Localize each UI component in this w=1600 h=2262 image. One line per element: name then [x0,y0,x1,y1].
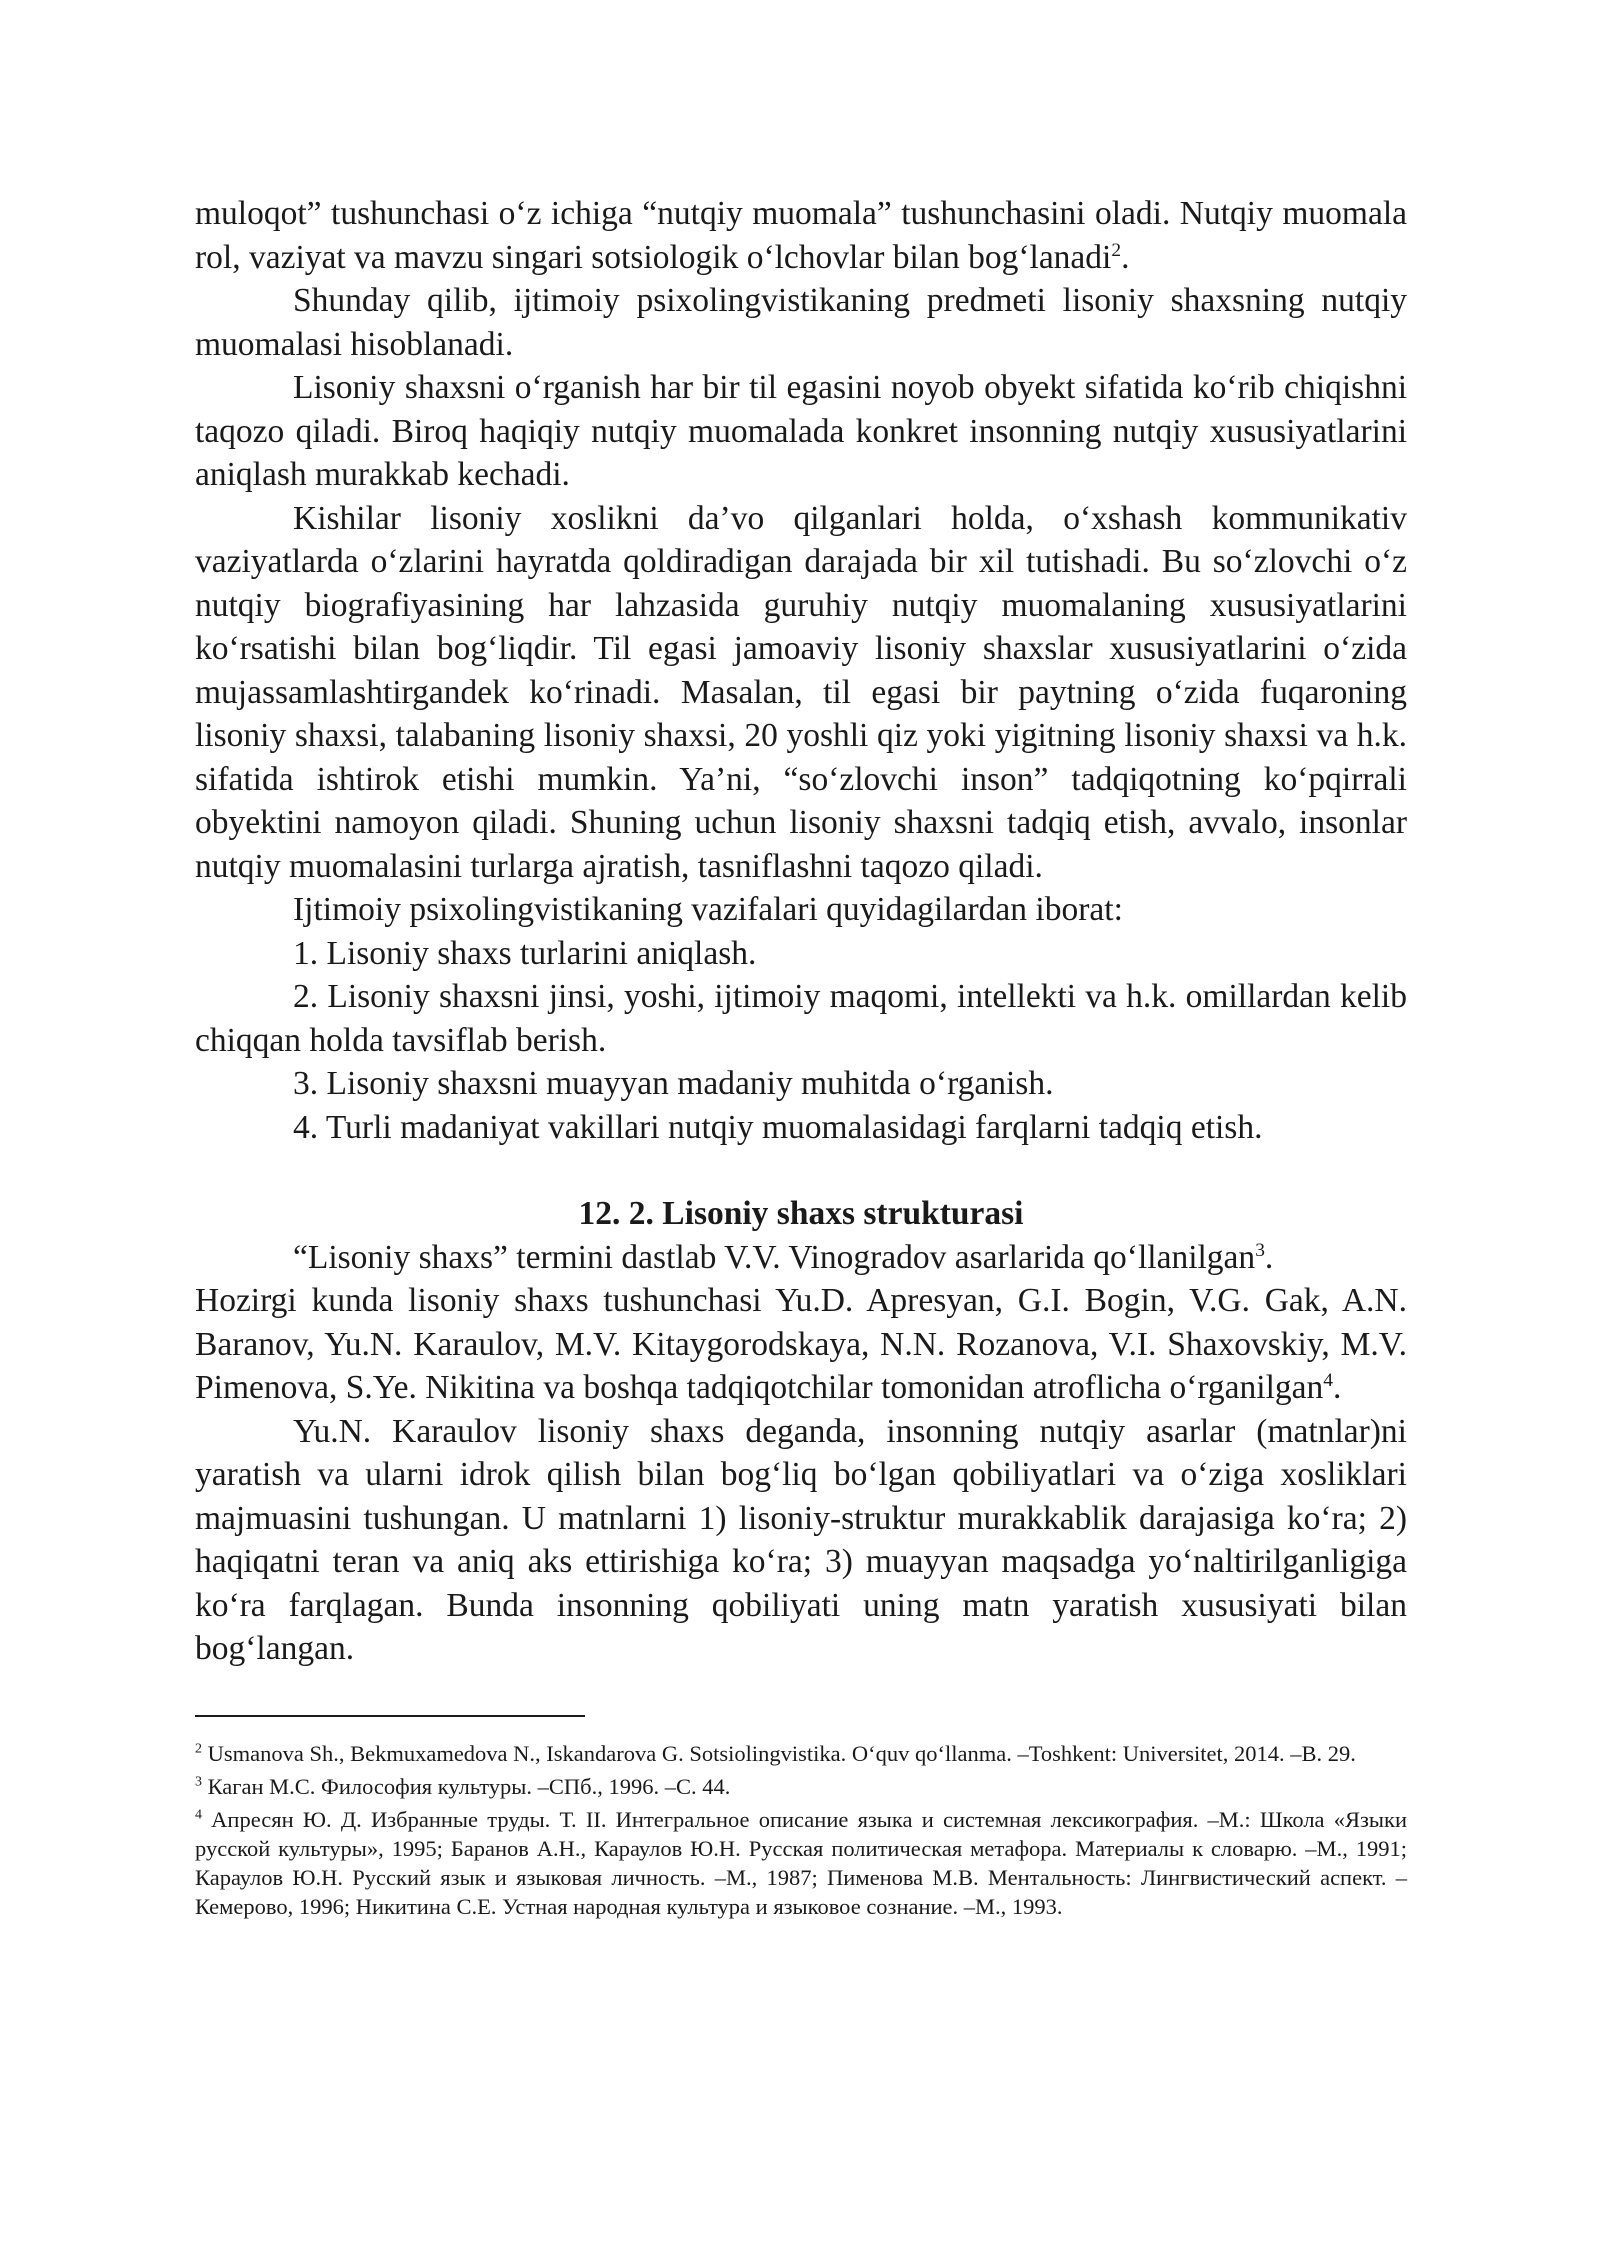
period: . [1121,238,1130,276]
list-item: 3. Lisoniy shaxsni muayyan madaniy muhitda o‘rganish. [293,1065,1054,1102]
paragraph-study: Lisoniy shaxsni o‘rganish har bir til egasini noyob obyekt sifatida ko‘rib chiqishni taqozo qiladi. Biroq haqiqiy nutqiy muomalada konkret insonning nutqiy xususiyatlarini aniqlash murakkab kechadi. [195,369,1407,493]
footnote-text: Апресян Ю. Д. Избранные труды. Т. II. Интегральное описание языка и системная лексикография. –М.: Школа «Языки русской культуры», 1995; Баранов А.Н., Караулов Ю.Н. Русская политическая метафора. Материалы к словарю. –М., 1991; Караулов Ю.Н. Русский язык и языковая личность. –М., 1987; Пименова М.В. Ментальность: Лингвистический аспект. –Кемерово, 1996; Никитина С.Е. Устная народная культура и языковое сознание. –М., 1993. [195,1806,1407,1919]
footnote-text: Usmanova Sh., Bekmuxamedova N., Iskandarova G. Sotsiolingvistika. O‘quv qo‘llanma. –Toshkent: Universitet, 2014. –B. 29. [201,1740,1356,1766]
footnotes [195,1739,1407,1921]
paragraph-people: Kishilar lisoniy xoslikni da’vo qilganlari holda, o‘xshash kommunikativ vaziyatlarda o‘zlarini hayratda qoldiradigan darajada bir xil tutishadi. Bu so‘zlovchi o‘z nutqiy biografiyasining har lahzasida guruhiy nutqiy muomalaning xususiyatlarini ko‘rsatishi bilan bog‘liqdir. Til egasi jamoaviy lisoniy shaxslar xususiyatlarini o‘zida mujassamlashtirgandek ko‘rinadi. Masalan, til egasi bir paytning o‘zida fuqaroning lisoniy shaxsi, talabaning lisoniy shaxsi, 20 yoshli qiz yoki yigitning lisoniy shaxsi va h.k. sifatida ishtirok etishi mumkin. Ya’ni, “so‘zlovchi inson” tadqiqotning ko‘pqirrali obyektini namoyon qiladi. Shuning uchun lisoniy shaxsni tadqiq etish, avvalo, insonlar nutqiy muomalasini turlarga ajratish, tasniflashni taqozo qiladi. [195,499,1407,885]
footnote-ref-4: 4 [1323,1369,1333,1391]
paragraph-term [195,1236,1407,1280]
paragraph-subject: Shunday qilib, ijtimoiy psixolingvistikaning predmeti lisoniy shaxsning nutqiy muomalasi hisoblanadi. [195,282,1407,363]
paragraph-karaulov: Yu.N. Karaulov lisoniy shaxs deganda, insonning nutqiy asarlar (matnlar)ni yaratish va ularni idrok qilish bilan bog‘liq bo‘lgan qobiliyatlari va o‘ziga xosliklari majmuasini tushungan. U matnlarni 1) lisoniy-struktur murakkablik darajasiga ko‘ra; 2) haqiqatni teran va aniq aks ettirishiga ko‘ra; 3) muayyan maqsadga yo‘naltirilganligiga ko‘ra farqlagan. Bunda insonning qobiliyati uning matn yaratish xususiyati bilan bog‘langan. [195,1412,1407,1667]
paragraph-tasks-intro: Ijtimoiy psixolingvistikaning vazifalari quyidagilardan iborat: [293,891,1123,928]
main-text [195,192,1407,1671]
footnote-separator [195,1715,585,1717]
paragraph-researchers [195,1279,1407,1410]
paragraph-text: “Lisoniy shaxs” termini dastlab V.V. Vinogradov asarlarida qo‘llanilgan [293,1238,1256,1276]
footnote [195,1805,1407,1921]
footnote-number: 2 [195,1741,202,1756]
list-item: 4. Turli madaniyat vakillari nutqiy muomalasidagi farqlarni tadqiq etish. [293,1108,1263,1146]
footnote [195,1739,1407,1768]
list-item: 2. Lisoniy shaxsni jinsi, yoshi, ijtimoiy maqomi, intellekti va h.k. omillardan kelib chiqqan holda tavsiflab berish. [195,978,1407,1059]
footnote-number: 4 [195,1807,202,1822]
paragraph-text: muloqot” tushunchasi o‘z ichiga “nutqiy muomala” tushunchasini oladi. Nutqiy muomala rol, vaziyat va mavzu singari sotsiologik o‘lchovlar bilan bog‘lanadi [195,195,1407,276]
section-heading: 12. 2. Lisoniy shaxs strukturasi [578,1195,1024,1232]
footnote-ref-3: 3 [1255,1239,1265,1261]
document-page [195,192,1407,1925]
period: . [1264,1238,1274,1276]
period: . [1332,1369,1342,1406]
list-item: 1. Lisoniy shaxs turlarini aniqlash. [293,934,757,972]
footnote [195,1772,1407,1801]
footnote-number: 3 [195,1774,202,1789]
footnote-ref-2: 2 [1111,239,1122,261]
paragraph-continuation [195,192,1407,279]
footnote-text: Каган М.С. Философия культуры. –СПб., 1996. –С. 44. [201,1773,731,1799]
paragraph-text: Hozirgi kunda lisoniy shaxs tushunchasi Yu.D. Apresyan, G.I. Bogin, V.G. Gak, A.N. Baranov, Yu.N. Karaulov, M.V. Kitaygorodskaya, N.N. Rozanova, V.I. Shaxovskiy, M.V. Pimenova, S.Ye. Nikitina va boshqa tadqiqotchilar tomonidan atroflicha o‘rganilgan [195,1282,1407,1406]
